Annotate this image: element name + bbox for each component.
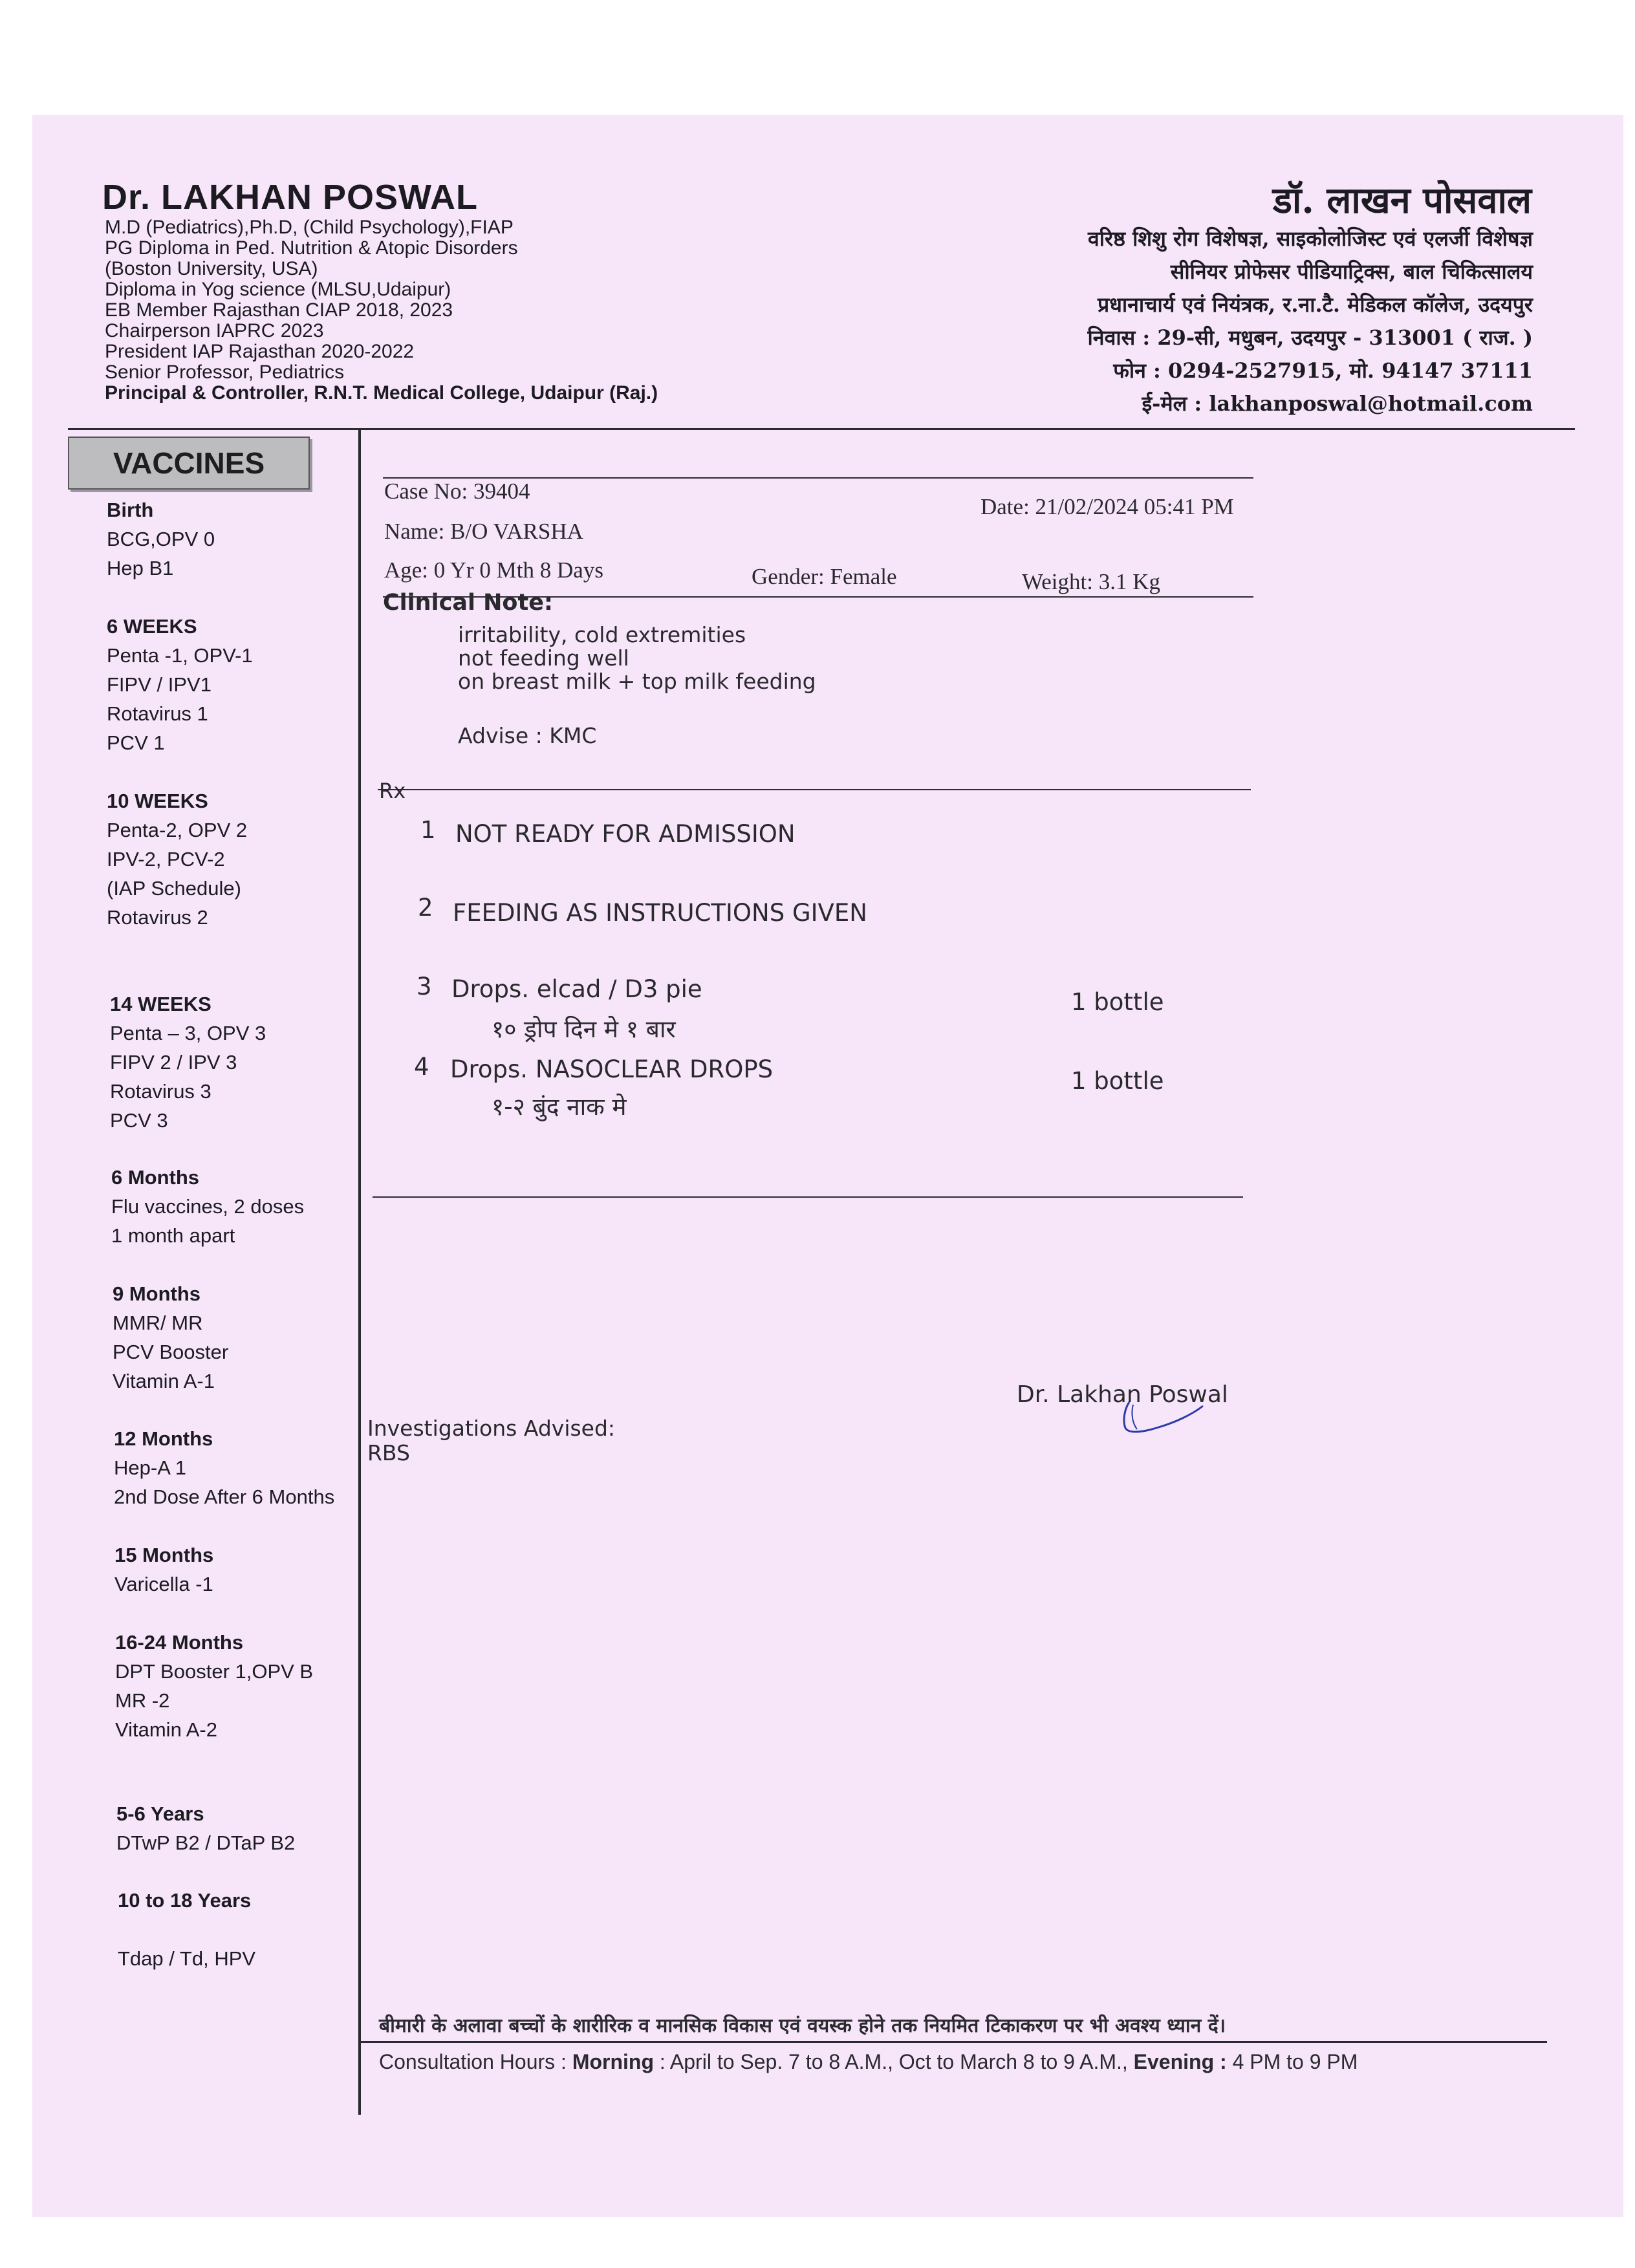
vaccine-item: Rotavirus 2 [107, 906, 208, 929]
vaccine-item: Penta – 3, OPV 3 [110, 1022, 266, 1044]
rx-item-number: 2 [418, 894, 433, 922]
vaccine-item: Hep-A 1 [114, 1456, 187, 1479]
vaccine-group-heading: 12 Months [114, 1427, 213, 1450]
evening-text: 4 PM to 9 PM [1226, 2050, 1358, 2073]
hindi-detail-line: सीनियर प्रोफेसर पीडियाट्रिक्स, बाल चिकित्सालय [1170, 259, 1533, 284]
vaccine-item: BCG,OPV 0 [107, 528, 215, 550]
hindi-detail-line: वरिष्ठ शिशु रोग विशेषज्ञ, साइकोलोजिस्ट एवं एलर्जी विशेषज्ञ [1087, 226, 1533, 251]
clinical-note-line: not feeding well [458, 645, 629, 671]
consultation-hours [379, 2050, 1358, 2074]
vaccine-group [114, 1540, 213, 1599]
doctor-name: Dr. LAKHAN POSWAL [102, 178, 479, 217]
patient-age: Age: 0 Yr 0 Mth 8 Days [384, 557, 603, 583]
vaccine-item: FIPV / IPV1 [107, 673, 211, 696]
hindi-detail-line: फोन : 0294-2527915, मो. 94147 37111 [1113, 358, 1533, 383]
vaccine-item: Rotavirus 3 [110, 1080, 211, 1103]
signature-name: Dr. Lakhan Poswal [1017, 1381, 1228, 1408]
vaccine-group-heading: 6 Months [111, 1166, 200, 1189]
footer-hindi-note: बीमारी के अलावा बच्चों के शारीरिक व मानसिक विकास एवं वयस्क होने तक नियमित टिकाकरण पर भी अवश्य ध्यान दें। [379, 2014, 1226, 2037]
vaccine-group [118, 1886, 251, 1915]
qualification-line: Principal & Controller, R.N.T. Medical College, Udaipur (Raj.) [105, 382, 658, 404]
evening-label: Evening : [1133, 2050, 1227, 2073]
vaccine-group [107, 612, 253, 757]
advise-text: Advise : KMC [458, 723, 597, 748]
vaccine-item: Tdap / Td, HPV [118, 1947, 256, 1970]
qualification-line: President IAP Rajasthan 2020-2022 [105, 341, 415, 362]
rx-item-quantity: 1 bottle [1071, 1067, 1164, 1095]
vaccine-group [118, 1944, 255, 1973]
investigations [367, 1416, 615, 1465]
vaccine-item: FIPV 2 / IPV 3 [110, 1051, 237, 1074]
investigations-value: RBS [367, 1440, 410, 1465]
rx-item-number: 3 [417, 973, 432, 1000]
morning-label: Morning [572, 2050, 654, 2073]
patient-gender: Gender: Female [752, 564, 897, 589]
rx-item-number: 4 [414, 1053, 429, 1081]
clinical-note-line: irritability, cold extremities [458, 622, 746, 647]
vaccine-group-heading: 10 WEEKS [107, 790, 208, 812]
rx-item-quantity: 1 bottle [1071, 988, 1164, 1016]
vaccine-item: Vitamin A-2 [115, 1718, 217, 1741]
patient-weight: Weight: 3.1 Kg [1022, 569, 1160, 594]
sidebar-divider [358, 428, 361, 2115]
vaccine-group [107, 786, 247, 932]
doctor-hindi-details [1088, 222, 1533, 420]
vaccine-item: DTwP B2 / DTaP B2 [116, 1831, 296, 1854]
clinical-note-line: on breast milk + top milk feeding [458, 669, 816, 694]
qualification-line: Chairperson IAPRC 2023 [105, 320, 324, 341]
vaccine-item: PCV 3 [110, 1109, 168, 1132]
vaccine-group [115, 1628, 313, 1744]
vaccine-item: DPT Booster 1,OPV B [115, 1660, 314, 1683]
vaccine-item: MMR/ MR [113, 1312, 203, 1334]
hindi-detail-line: निवास : 29-सी, मधुबन, उदयपुर - 313001 ( राज. ) [1087, 325, 1533, 350]
vaccine-item: 1 month apart [111, 1224, 235, 1247]
hours-label: Consultation Hours : [379, 2050, 572, 2073]
vaccine-item: Vitamin A-1 [113, 1370, 215, 1392]
vaccine-group-heading: 16-24 Months [115, 1631, 244, 1654]
vaccine-item: Varicella -1 [114, 1573, 213, 1595]
vaccine-item: Rotavirus 1 [107, 702, 208, 725]
vaccine-group-heading: 15 Months [114, 1544, 214, 1566]
clinical-note-lines [458, 623, 816, 693]
vaccine-group-heading: 6 WEEKS [107, 615, 197, 638]
vaccine-group [107, 495, 215, 583]
doctor-qualifications [105, 217, 658, 404]
hindi-detail-line: ई-मेल : lakhanposwal@hotmail.com [1142, 391, 1533, 416]
vaccine-group-heading: 10 to 18 Years [118, 1889, 252, 1912]
vaccine-item: PCV Booster [113, 1341, 229, 1363]
rx-item-dosage: १० ड्रोप दिन मे १ बार [492, 1015, 676, 1043]
rx-bottom-rule [373, 1196, 1243, 1198]
rx-label: Rx [379, 779, 406, 803]
morning-text: : April to Sep. 7 to 8 A.M., Oct to March 8 to 9 A.M., [654, 2050, 1134, 2073]
vaccine-group [110, 989, 266, 1135]
vaccine-group-heading: 14 WEEKS [110, 993, 211, 1015]
vaccine-group [113, 1279, 228, 1396]
vaccine-group [116, 1799, 295, 1857]
vaccine-item: Penta-2, OPV 2 [107, 819, 248, 841]
rx-top-rule [378, 789, 1251, 790]
vaccine-group [114, 1424, 334, 1511]
vaccine-item: Hep B1 [107, 557, 174, 579]
vaccine-group-heading: Birth [107, 499, 154, 521]
header-divider [68, 428, 1575, 430]
vaccine-group-heading: 9 Months [113, 1282, 201, 1305]
rx-item-text: Drops. elcad / D3 pie [451, 975, 702, 1003]
rx-item-dosage: १-२ बुंद नाक मे [492, 1093, 627, 1121]
vaccine-item: Penta -1, OPV-1 [107, 644, 253, 667]
patient-name: Name: B/O VARSHA [384, 519, 583, 544]
vaccine-item: 2nd Dose After 6 Months [114, 1485, 335, 1508]
rx-item-text: FEEDING AS INSTRUCTIONS GIVEN [453, 899, 867, 927]
rx-item-text: Drops. NASOCLEAR DROPS [450, 1055, 774, 1083]
vaccine-group-heading: 5-6 Years [116, 1802, 204, 1825]
qualification-line: EB Member Rajasthan CIAP 2018, 2023 [105, 299, 453, 321]
qualification-line: M.D (Pediatrics),Ph.D, (Child Psychology),FIAP [105, 217, 514, 238]
vaccines-title: VACCINES [68, 437, 310, 490]
case-number: Case No: 39404 [384, 479, 530, 504]
doctor-hindi-name: डॉ. लाखन पोसवाल [1272, 179, 1532, 222]
rx-item-text: NOT READY FOR ADMISSION [455, 820, 796, 848]
qualification-line: PG Diploma in Ped. Nutrition & Atopic Disorders [105, 237, 518, 259]
vaccine-item: Flu vaccines, 2 doses [111, 1195, 305, 1218]
hindi-detail-line: प्रधानाचार्य एवं नियंत्रक, र.ना.टै. मेडिकल कॉलेज, उदयपुर [1097, 292, 1533, 317]
rx-item-number: 1 [420, 816, 436, 844]
vaccine-item: MR -2 [115, 1689, 170, 1712]
visit-date: Date: 21/02/2024 05:41 PM [980, 494, 1234, 519]
vaccine-item: (IAP Schedule) [107, 877, 241, 900]
clinical-note-heading: Clinical Note: [383, 590, 553, 616]
vaccine-group [111, 1163, 304, 1250]
investigations-heading: Investigations Advised: [367, 1416, 616, 1441]
footer-rule [360, 2041, 1547, 2043]
qualification-line: (Boston University, USA) [105, 258, 318, 279]
qualification-line: Diploma in Yog science (MLSU,Udaipur) [105, 279, 451, 300]
vaccine-item: PCV 1 [107, 731, 165, 754]
vaccine-item: IPV-2, PCV-2 [107, 848, 225, 870]
signature-mark [1111, 1390, 1208, 1442]
qualification-line: Senior Professor, Pediatrics [105, 362, 345, 383]
